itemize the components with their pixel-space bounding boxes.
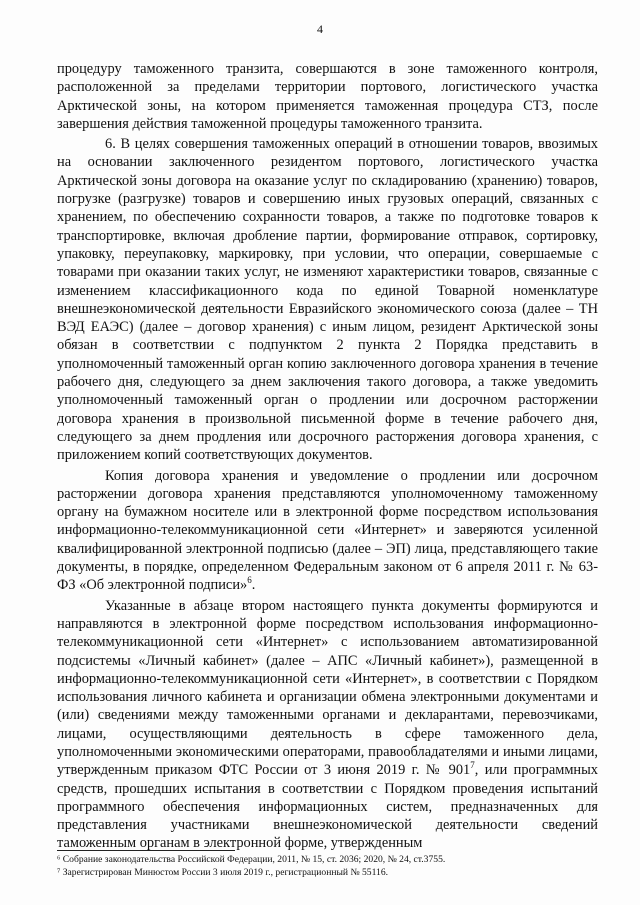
paragraph-text: Копия договора хранения и уведомление о продлении или досрочном расторжении договора хранения представляются уполномоченному таможенному органу на бумажном носителе или в электронной форме посредством использования информационно-телекоммуникационной сети «Интернет» и заверяются усиленной квалифицированной электронной подписью (далее – ЭП) лица, представляющего такие документы, в порядке, определенном Федеральным законом от 6 апреля 2011 г. № 63-ФЗ «Об электронной подписи» bbox=[57, 467, 598, 594]
paragraph-text: Указанные в абзаце втором настоящего пункта документы формируются и направляются в электронной форме посредством использования информационно-телекоммуникационной сети «Интернет» с использованием автоматизированной подсистемы «Личный кабинет» (далее – АПС «Личный кабинет»), размещенной в информационно-телекоммуникационной сети «Интернет», в соответствии с Порядком использования личного кабинета и организации обмена электронными документами и (или) сведениями между таможенными органами и декларантами, перевозчиками, лицами, осуществляющими деятельность в сфере таможенного дела, уполномоченными экономическими операторами, правообладателями и иными лицами, утвержденным приказом ФТС России от 3 июня 2019 г. № 901 bbox=[57, 597, 598, 779]
footnote-reference-6: 6 bbox=[247, 575, 252, 586]
paragraph-copy-of-contract: Копия договора хранения и уведомление о продлении или досрочном расторжении договора хранения представляются уполномоченному таможенному органу на бумажном носителе или в электронной форме посредством использования информационно-телекоммуникационной сети «Интернет» и заверяются усиленной квалифицированной электронной подписью (далее – ЭП) лица, представляющего такие документы, в порядке, определенном Федеральным законом от 6 апреля 2011 г. № 63-ФЗ «Об электронной подписи»$^6$. bbox=[57, 467, 598, 594]
footnote-7: ⁷ Зарегистрирован Минюстом России 3 июля 2019 г., регистрационный № 55116. bbox=[57, 866, 389, 878]
footnote-6: ⁶ Собрание законодательства Российской Федерации, 2011, № 15, ст. 2036; 2020, № 24, ст.3755. bbox=[57, 854, 446, 865]
footnotes bbox=[57, 854, 598, 879]
footnote-reference-7: 7 bbox=[470, 760, 475, 771]
footnote-divider bbox=[57, 850, 235, 851]
paragraph-electronic-submission bbox=[57, 597, 598, 853]
paragraph-text-continued: , или программных средств, прошедших испытания в соответствии с Порядком проведения испытаний программного обеспечения информационных систем, предназначенных для представления участниками внешнеэкономической деятельности сведений таможенным органам в электронной форме, утвержденным bbox=[57, 762, 599, 852]
paragraph-continuation: процедуру таможенного транзита, совершаются в зоне таможенного контроля, расположенной за пределами территории портового, логистического участка Арктической зоны, на котором применяется таможенная процедура СТЗ, после завершения действия таможенной процедуры таможенного транзита. bbox=[57, 61, 598, 132]
page-number: 4 bbox=[317, 22, 323, 36]
paragraph-item-6: 6. В целях совершения таможенных операций в отношении товаров, ввозимых на основании заключенного резидентом портового, логистического участка Арктической зоны договора на оказание услуг по складированию (хранению) товаров, погрузке (разгрузке) товаров и совершению иных грузовых операций, связанных с хранением, по обеспечению сохранности товаров, а также по подготовке товаров к транспортировке, включая дробление партии, формирование отправок, сортировку, упаковку, переупаковку, маркировку, при условии, что операции, совершаемые с товарами при оказании таких услуг, не изменяют характеристики товаров, связанные с изменением классификационного кода по единой Товарной номенклатуре внешнеэкономической деятельности Евразийского экономического союза (далее – ТН ВЭД ЕАЭС) (далее – договор хранения) с иным лицом, резидент Арктической зоны обязан в соответствии с подпунктом 2 пункта 2 Порядка представить в уполномоченный таможенный орган копию заключенного договора хранения в течение рабочего дня, следующего за днем заключения такого договора, а также уведомить уполномоченный таможенный орган о продлении или досрочном расторжении договора хранения в произвольной письменной форме в течение рабочего дня, следующего за днем продления или досрочного расторжения договора хранения, с приложением копий соответствующих документов. bbox=[57, 136, 598, 464]
document-body bbox=[57, 60, 598, 853]
